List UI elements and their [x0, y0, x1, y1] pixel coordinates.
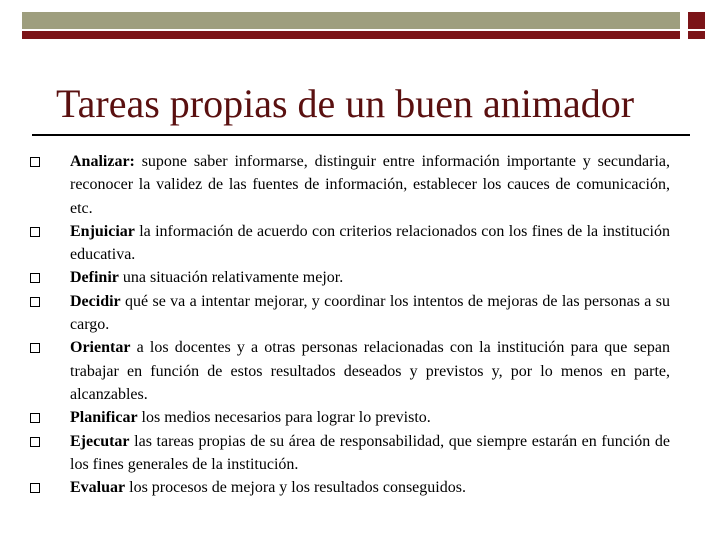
square-bullet-icon: [30, 413, 40, 423]
list-item: [26, 290, 670, 337]
item-text: a los docentes y a otras personas relacionadas con la institución para que sepan trabajar en función de estos resultados deseados y previstos y, por lo menos en parte, alcanzables.: [70, 339, 670, 403]
item-text: qué se va a intentar mejorar, y coordinar los intentos de mejoras de las personas a su cargo.: [70, 292, 670, 334]
item-term: Definir: [70, 269, 119, 287]
list-item: [26, 150, 670, 220]
header-band: [22, 12, 680, 29]
square-bullet-icon: [30, 157, 40, 167]
list-item: [26, 220, 670, 267]
corner-square-small: [688, 31, 705, 39]
list-item: [26, 430, 670, 477]
square-bullet-icon: [30, 437, 40, 447]
item-term: Analizar:: [70, 153, 135, 170]
list-item: [26, 336, 670, 406]
corner-square-filled: [688, 12, 705, 29]
header-accent-line: [22, 31, 680, 39]
item-text: los procesos de mejora y los resultados conseguidos.: [125, 479, 466, 497]
item-term: Orientar: [70, 339, 131, 357]
item-term: Ejecutar: [70, 432, 130, 450]
list-item: [26, 266, 670, 289]
item-text: los medios necesarios para lograr lo previsto.: [137, 409, 431, 427]
list-item: [26, 406, 670, 429]
square-bullet-icon: [30, 297, 40, 307]
item-text: la información de acuerdo con criterios relacionados con los fines de la institución educativa.: [70, 222, 670, 264]
item-text: una situación relativamente mejor.: [118, 269, 344, 287]
square-bullet-icon: [30, 273, 40, 283]
square-bullet-icon: [30, 483, 40, 493]
item-term: Planificar: [70, 409, 138, 427]
item-text: las tareas propias de su área de responsabilidad, que siempre estarán en función de los fines generales de la institución.: [70, 432, 670, 473]
square-bullet-icon: [30, 227, 40, 237]
task-list: [26, 150, 670, 499]
item-term: Evaluar: [70, 479, 126, 497]
title-rule: [32, 134, 690, 136]
item-term: Enjuiciar: [70, 222, 135, 240]
square-bullet-icon: [30, 343, 40, 353]
slide-title: Tareas propias de un buen animador: [56, 81, 635, 126]
item-term: Decidir: [70, 292, 121, 310]
list-item: [26, 476, 670, 499]
item-text: supone saber informarse, distinguir entre información importante y secundaria, reconocer la validez de las fuentes de información, establecer los cauces de comunicación, etc.: [70, 153, 670, 217]
